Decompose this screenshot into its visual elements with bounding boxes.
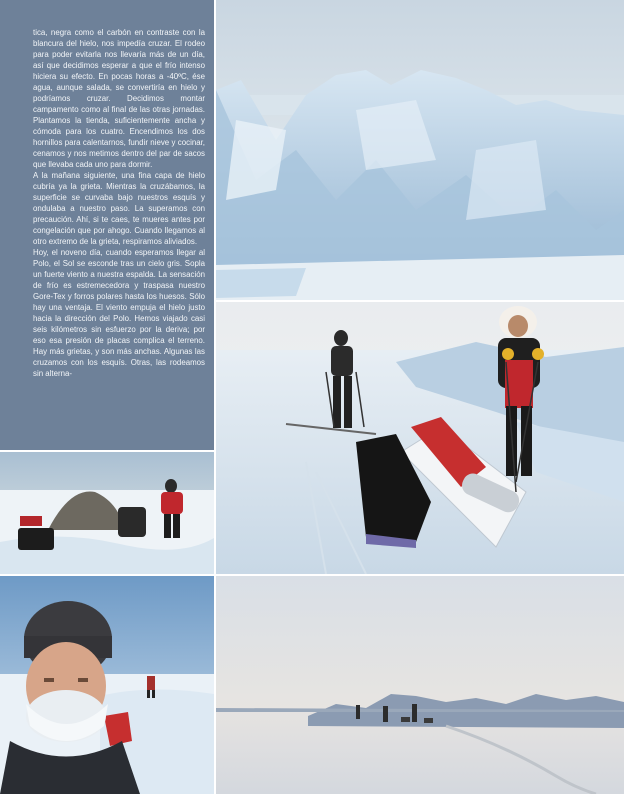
horizon-illustration <box>216 576 624 794</box>
article-text-panel <box>0 0 214 450</box>
article-paragraph: tica, negra como el carbón en contraste con la blancura del hielo, nos impedía cruzar. El rodeo para poder evitarla nos llevaría más de un día, así que decidimos esperar a que el frío intenso hiciera su efecto. En pocas horas a -40ºC, ése agua, aunque salada, se convertiría en hielo y podríamos cruzar. Decidimos montar campamento como al final de las otras jornadas. Plantamos la tienda, suficientemente ancha y cómoda para los cuatro. Encendimos los dos hornillos para calentarnos, fundir nieve y cocinar, cenamos y nos metimos dentro del par de sacos que llevaba cada uno para dormir. <box>33 28 205 169</box>
article-paragraph: A la mañana siguiente, una fina capa de hielo cubría ya la grieta. Mientras la cruzábamos, la superficie se curvaba bajo nuestros esquís y ondulaba a nuestro paso. La superamos con precaución. Ahí, si te caes, te mueres antes por congelación que por ahogo. Cuando llegamos al otro extremo de la grieta, respiramos aliviados. <box>33 171 205 246</box>
ice-ridge-photo <box>216 0 624 300</box>
skiers-with-sled-photo <box>216 302 624 574</box>
skiers-illustration <box>216 302 624 574</box>
camp-tent-photo <box>0 452 214 574</box>
face-illustration <box>0 576 214 794</box>
article-paragraph: Hoy, el noveno día, cuando esperamos llegar al Polo, el Sol se esconde tras un cielo gris. Sopla un fuerte viento a nuestra espalda. La sensación de frío es estremecedora y traspasa nuestro Gore-Tex y forros polares hasta los huesos. Sólo hay una ventaja. El viento empuja el hielo justo hacia la dirección del Polo. Hemos viajado casi seis kilómetros sin esfuerzo por la deriva; por eso esa presión de placas complica el terreno. Hay más grietas, y son más anchas. Algunas las cruzamos con los esquís. Otras, las rodeamos sin alterna- <box>33 248 205 378</box>
article-body <box>33 27 205 379</box>
frosted-face-photo <box>0 576 214 794</box>
expedition-horizon-photo <box>216 576 624 794</box>
camp-illustration <box>0 452 214 574</box>
ice-ridge-illustration <box>216 0 624 300</box>
